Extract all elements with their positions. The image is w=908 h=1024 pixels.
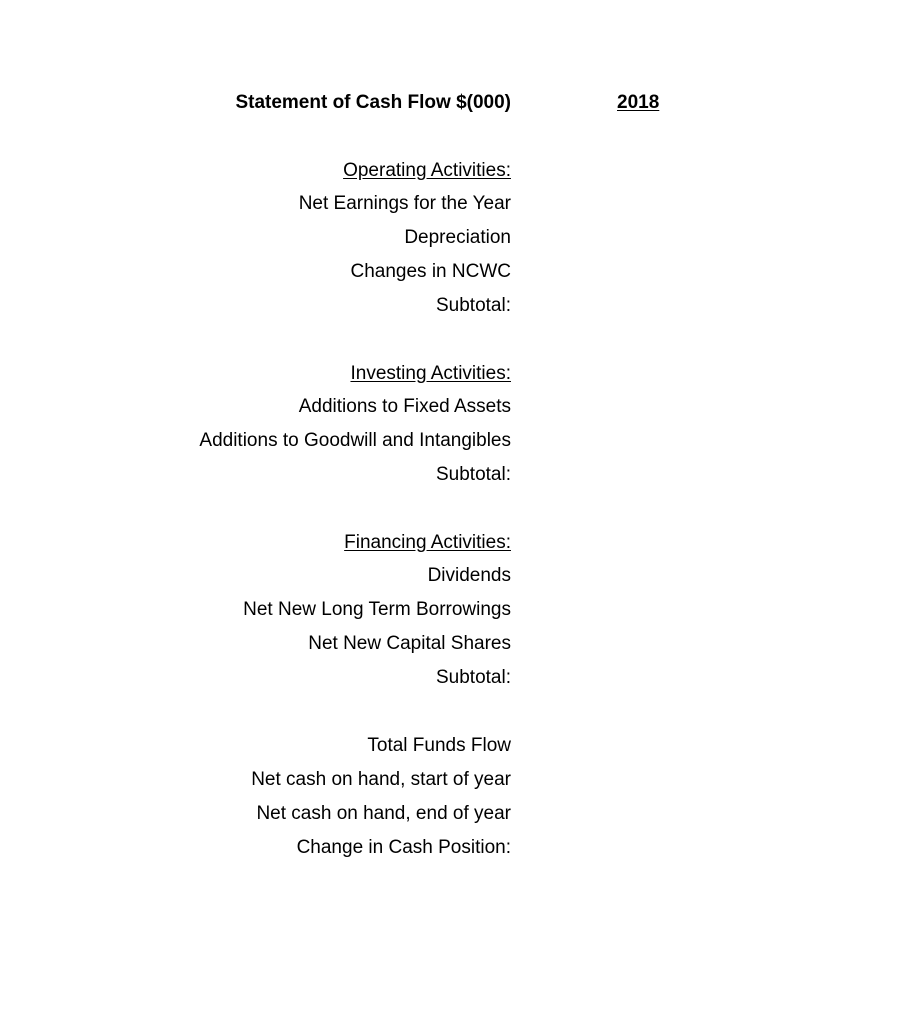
financing-heading: Financing Activities: xyxy=(344,532,511,553)
summary-cash-end: Net cash on hand, end of year xyxy=(256,803,511,824)
summary-total-funds-flow: Total Funds Flow xyxy=(367,735,511,756)
financing-subtotal: Subtotal: xyxy=(436,667,511,688)
investing-subtotal: Subtotal: xyxy=(436,464,511,485)
investing-item-goodwill: Additions to Goodwill and Intangibles xyxy=(199,430,511,451)
operating-subtotal: Subtotal: xyxy=(436,295,511,316)
year-header: 2018 xyxy=(617,92,660,113)
financing-item-dividends: Dividends xyxy=(427,565,511,586)
financing-item-long-term-borrowings: Net New Long Term Borrowings xyxy=(243,599,511,620)
operating-item-depreciation: Depreciation xyxy=(404,227,511,248)
operating-item-changes-ncwc: Changes in NCWC xyxy=(350,261,511,282)
investing-item-fixed-assets: Additions to Fixed Assets xyxy=(298,396,511,417)
operating-item-net-earnings: Net Earnings for the Year xyxy=(298,193,511,214)
financing-item-capital-shares: Net New Capital Shares xyxy=(308,633,511,654)
statement-title: Statement of Cash Flow $(000) xyxy=(235,92,511,113)
summary-change-in-cash: Change in Cash Position: xyxy=(296,837,511,858)
operating-heading: Operating Activities: xyxy=(343,160,511,181)
summary-cash-start: Net cash on hand, start of year xyxy=(251,769,511,790)
investing-heading: Investing Activities: xyxy=(350,363,511,384)
